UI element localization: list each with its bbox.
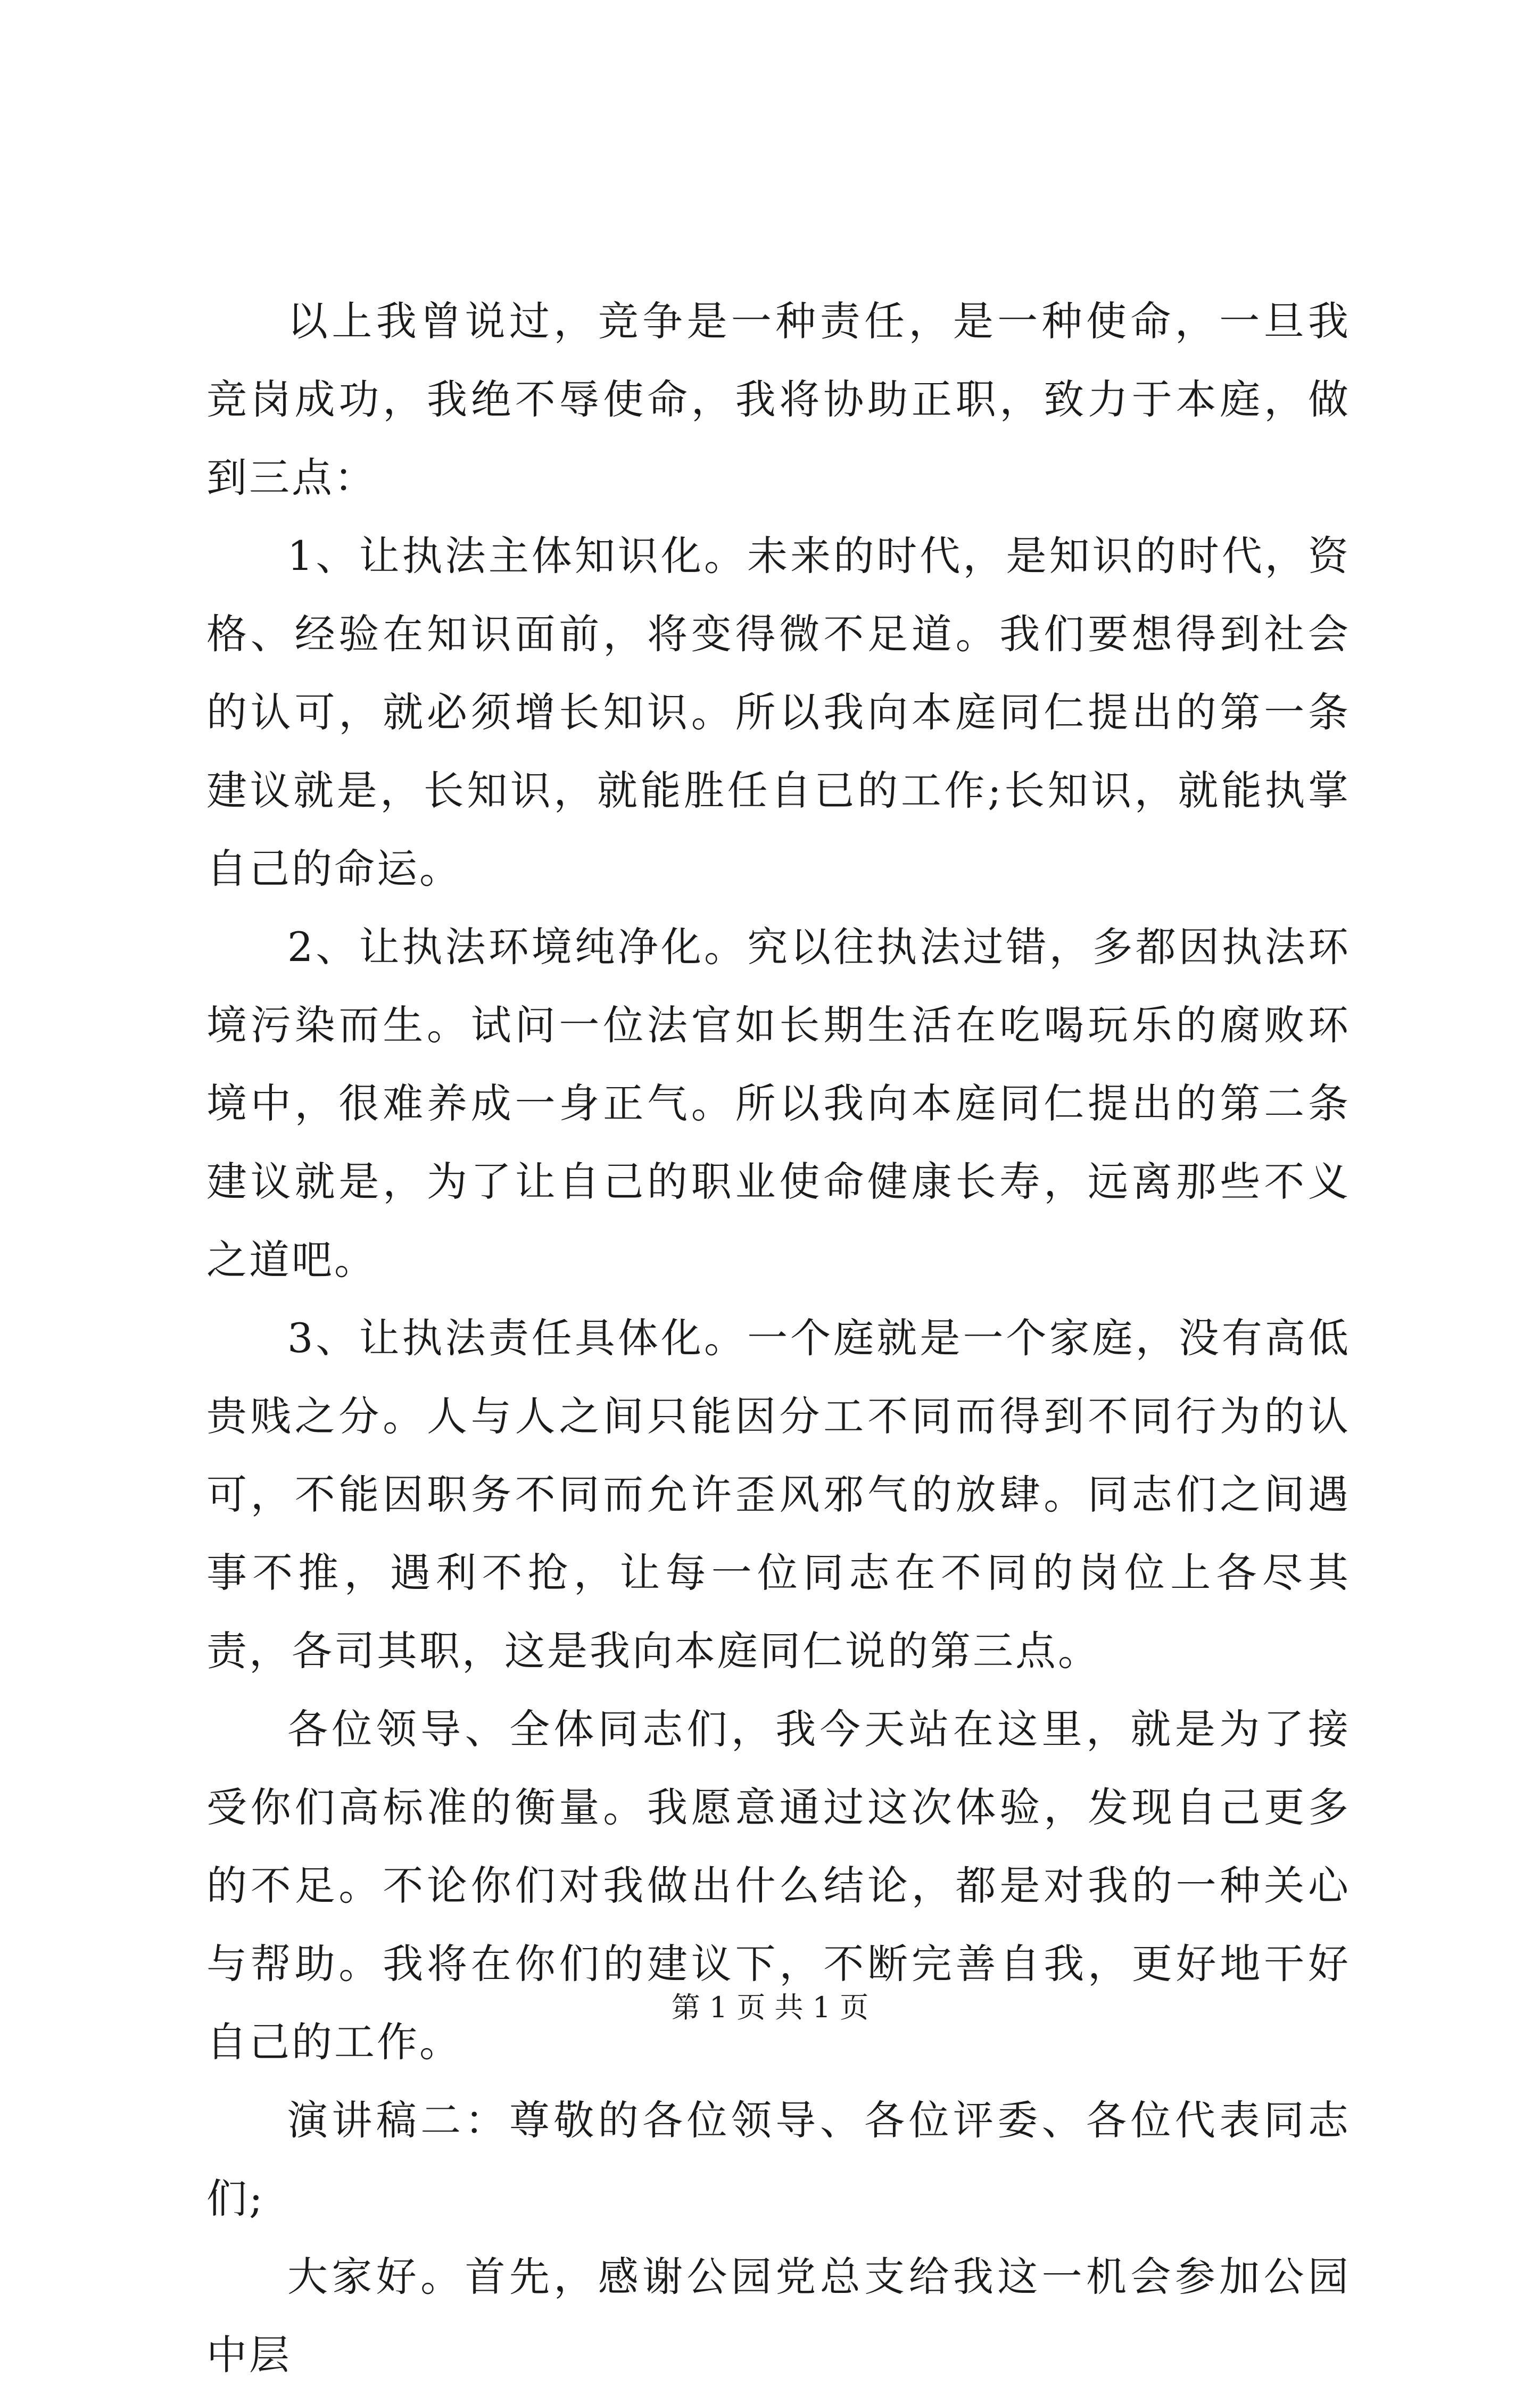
paragraph-point-2: 2、让执法环境纯净化。究以往执法过错，多都因执法环境污染而生。试问一位法官如长期生活在吃喝玩乐的腐败环境中，很难养成一身正气。所以我向本庭同仁提出的第二条建议就是，为了让自己的职业使命健康长寿，远离那些不义之道吧。 — [206, 923, 1351, 1283]
paragraph-point-3: 3、让执法责任具体化。一个庭就是一个家庭，没有高低贵贱之分。人与人之间只能因分工不同而得到不同行为的认可，不能因职务不同而允许歪风邪气的放肆。同志们之间遇事不推，遇利不抢，让每一位同志在不同的岗位上各尽其责，各司其职，这是我向本庭同仁说的第三点。 — [206, 1314, 1351, 1675]
page-footer: 第 1 页 共 1 页 — [671, 1991, 869, 2024]
document-body — [206, 282, 1351, 2394]
paragraph-intro: 以上我曾说过，竞争是一种责任，是一种使命，一旦我竞岗成功，我绝不辱使命，我将协助正职，致力于本庭，做到三点： — [206, 297, 1351, 501]
paragraph-closing: 各位领导、全体同志们，我今天站在这里，就是为了接受你们高标准的衡量。我愿意通过这次体验，发现自己更多的不足。不论你们对我做出什么结论，都是对我的一种关心与帮助。我将在你们的建议下，不断完善自我，更好地干好自己的工作。 — [206, 1705, 1351, 2066]
paragraph-speech-two-heading: 演讲稿二：尊敬的各位领导、各位评委、各位代表同志们; — [206, 2097, 1351, 2222]
paragraph-point-1: 1、让执法主体知识化。未来的时代，是知识的时代，资格、经验在知识面前，将变得微不足道。我们要想得到社会的认可，就必须增长知识。所以我向本庭同仁提出的第一条建议就是，长知识，就能胜任自已的工作;长知识，就能执掌自己的命运。 — [206, 532, 1351, 892]
paragraph-speech-two-opening: 大家好。首先，感谢公园党总支给我这一机会参加公园中层 — [206, 2253, 1351, 2379]
